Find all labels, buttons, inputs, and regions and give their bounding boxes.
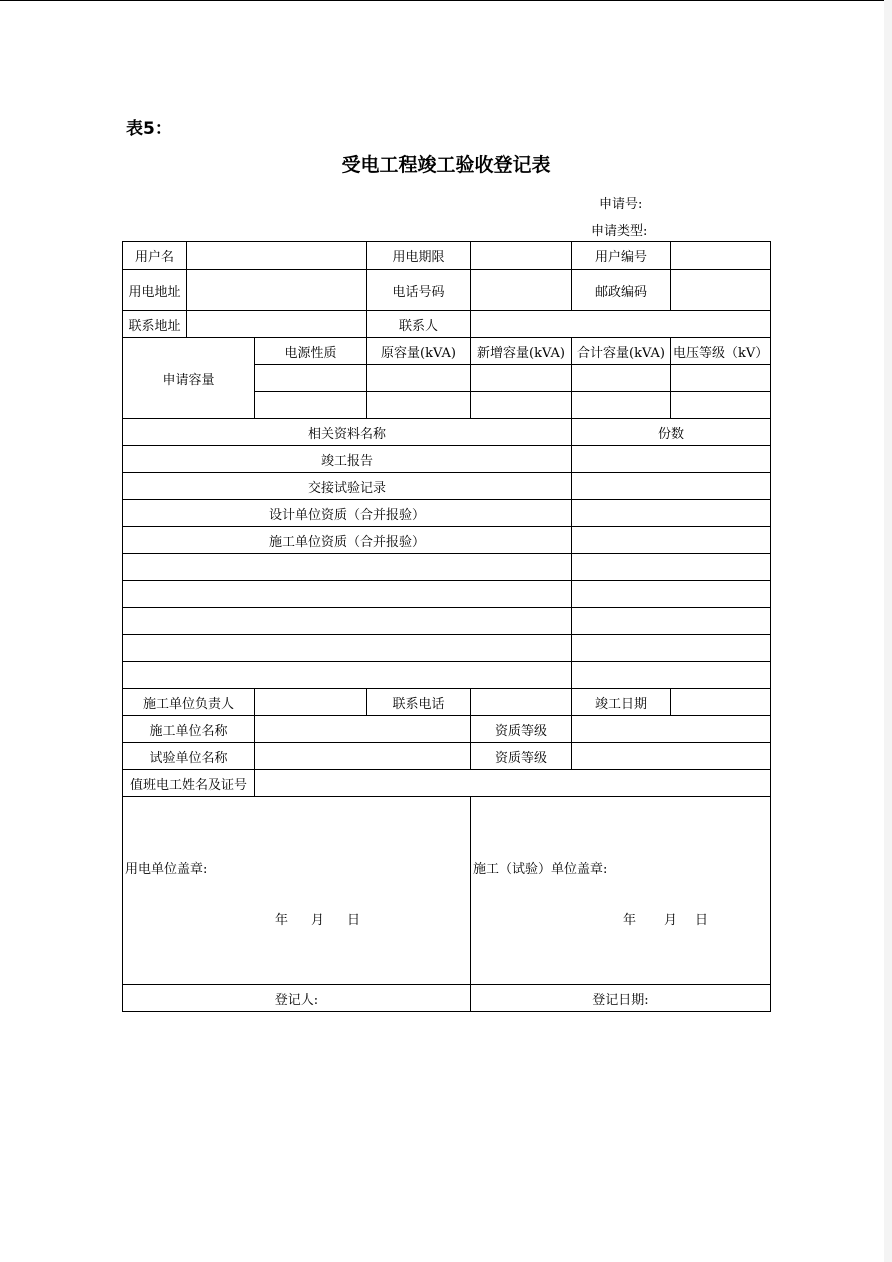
doc-copies-cell[interactable] — [572, 446, 771, 473]
qualification-level-value[interactable] — [572, 743, 771, 770]
construction-unit-label: 施工单位名称 — [123, 716, 255, 743]
capacity-cell[interactable] — [367, 365, 471, 392]
capacity-cell[interactable] — [572, 365, 671, 392]
doc-handover-test-record: 交接试验记录 — [123, 473, 572, 500]
acceptance-registration-table — [122, 241, 771, 1012]
user-name-label: 用户名 — [123, 242, 187, 270]
power-term-value[interactable] — [471, 242, 572, 270]
construction-unit-value[interactable] — [255, 716, 471, 743]
doc-copies-cell[interactable] — [572, 473, 771, 500]
doc-copies-cell[interactable] — [572, 527, 771, 554]
seal-date-year: 年 — [275, 913, 289, 928]
doc-copies-cell[interactable] — [572, 500, 771, 527]
doc-copies-cell[interactable] — [572, 554, 771, 581]
doc-copies-cell[interactable] — [572, 662, 771, 689]
seal-date-day: 日 — [695, 913, 709, 928]
capacity-cell[interactable] — [572, 392, 671, 419]
doc-copies-cell[interactable] — [572, 608, 771, 635]
copies-header: 份数 — [572, 419, 771, 446]
capacity-cell[interactable] — [471, 365, 572, 392]
capacity-label: 申请容量 — [123, 338, 255, 419]
register-date-label[interactable]: 登记日期: — [471, 985, 771, 1012]
capacity-cell[interactable] — [671, 365, 771, 392]
capacity-header-source: 电源性质 — [255, 338, 367, 365]
doc-copies-cell[interactable] — [572, 635, 771, 662]
docs-header: 相关资料名称 — [123, 419, 572, 446]
doc-blank-name[interactable] — [123, 662, 572, 689]
power-term-label: 用电期限 — [367, 242, 471, 270]
page-edge-shade — [884, 0, 892, 1262]
completion-date-label: 竣工日期 — [572, 689, 671, 716]
user-no-value[interactable] — [671, 242, 771, 270]
contact-address-label: 联系地址 — [123, 311, 187, 338]
user-seal-label: 用电单位盖章: — [125, 862, 208, 877]
electrician-label: 值班电工姓名及证号 — [123, 770, 255, 797]
capacity-cell[interactable] — [255, 365, 367, 392]
doc-completion-report: 竣工报告 — [123, 446, 572, 473]
contact-phone-value[interactable] — [471, 689, 572, 716]
contact-person-label: 联系人 — [367, 311, 471, 338]
application-no-label: 申请号: — [599, 197, 643, 212]
capacity-header-total: 合计容量(kVA) — [572, 338, 671, 365]
completion-date-value[interactable] — [671, 689, 771, 716]
capacity-header-voltage: 电压等级（kV） — [671, 338, 771, 365]
doc-copies-cell[interactable] — [572, 581, 771, 608]
doc-construction-qualification: 施工单位资质（合并报验） — [123, 527, 572, 554]
seal-date-month: 月 — [664, 913, 678, 928]
capacity-cell[interactable] — [367, 392, 471, 419]
seal-date-month: 月 — [311, 913, 325, 928]
doc-blank-name[interactable] — [123, 581, 572, 608]
capacity-cell[interactable] — [671, 392, 771, 419]
contractor-seal-label: 施工（试验）单位盖章: — [473, 862, 608, 877]
doc-blank-name[interactable] — [123, 608, 572, 635]
doc-blank-name[interactable] — [123, 554, 572, 581]
testing-unit-value[interactable] — [255, 743, 471, 770]
capacity-cell[interactable] — [255, 392, 367, 419]
phone-no-value[interactable] — [471, 270, 572, 311]
table-number: 表5： — [126, 119, 172, 139]
power-address-value[interactable] — [187, 270, 367, 311]
testing-unit-label: 试验单位名称 — [123, 743, 255, 770]
qualification-level-label: 资质等级 — [471, 716, 572, 743]
user-seal-cell[interactable] — [123, 797, 471, 985]
registrar-label[interactable]: 登记人: — [123, 985, 471, 1012]
contact-person-value[interactable] — [471, 311, 771, 338]
contractor-seal-cell[interactable] — [471, 797, 771, 985]
electrician-value[interactable] — [255, 770, 771, 797]
top-border-line — [0, 0, 892, 1]
seal-date-day: 日 — [347, 913, 361, 928]
capacity-header-original: 原容量(kVA) — [367, 338, 471, 365]
postal-code-value[interactable] — [671, 270, 771, 311]
qualification-level-label: 资质等级 — [471, 743, 572, 770]
doc-design-qualification: 设计单位资质（合并报验） — [123, 500, 572, 527]
user-no-label: 用户编号 — [572, 242, 671, 270]
capacity-header-new: 新增容量(kVA) — [471, 338, 572, 365]
qualification-level-value[interactable] — [572, 716, 771, 743]
construction-lead-value[interactable] — [255, 689, 367, 716]
phone-no-label: 电话号码 — [367, 270, 471, 311]
power-address-label: 用电地址 — [123, 270, 187, 311]
seal-date-year: 年 — [623, 913, 637, 928]
form-title: 受电工程竣工验收登记表 — [341, 154, 551, 176]
postal-code-label: 邮政编码 — [572, 270, 671, 311]
user-name-value[interactable] — [187, 242, 367, 270]
doc-blank-name[interactable] — [123, 635, 572, 662]
contact-address-value[interactable] — [187, 311, 367, 338]
capacity-cell[interactable] — [471, 392, 572, 419]
contact-phone-label: 联系电话 — [367, 689, 471, 716]
construction-lead-label: 施工单位负责人 — [123, 689, 255, 716]
application-type-label: 申请类型: — [591, 224, 648, 239]
